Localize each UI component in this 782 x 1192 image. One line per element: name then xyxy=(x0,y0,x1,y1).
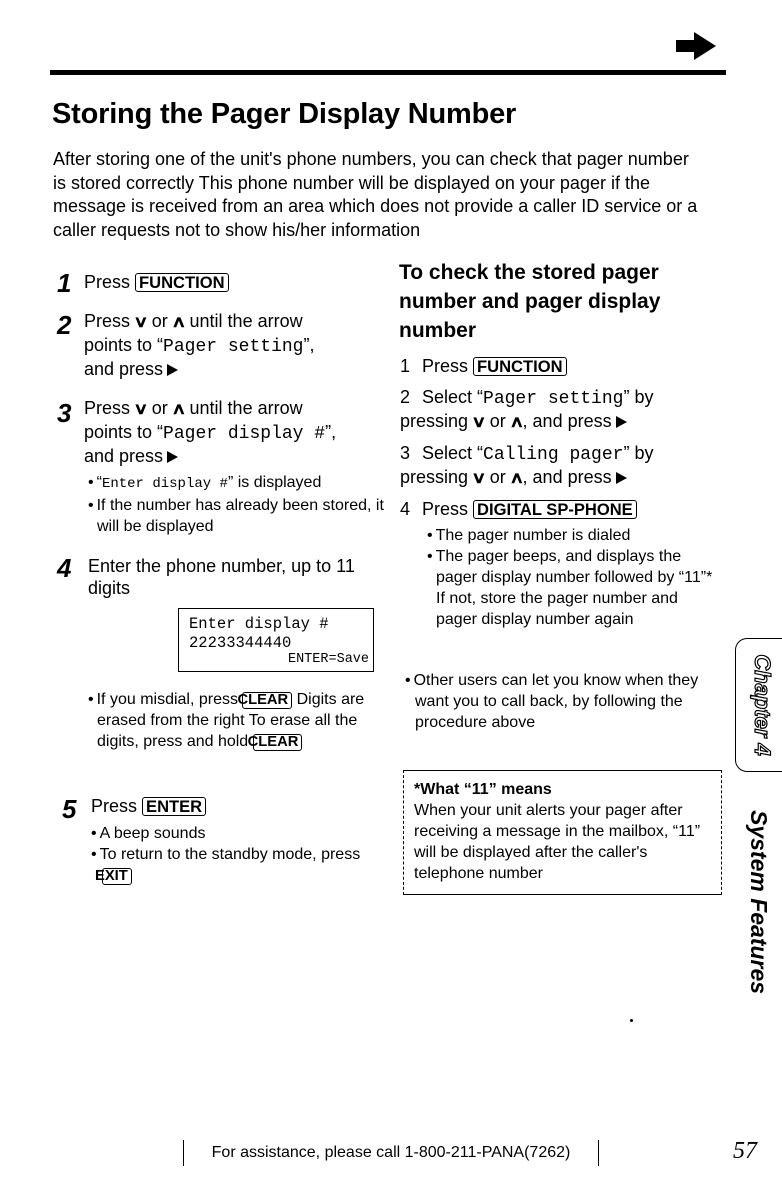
step-1-number: 1 xyxy=(57,268,72,298)
digital-sp-phone-key: DIGITAL SP-PHONE xyxy=(473,500,637,519)
step-5-note-1 xyxy=(91,823,371,844)
step-3-note-1-text: ” is displayed xyxy=(227,474,322,491)
right-step-2-number: 2 xyxy=(400,387,411,407)
dot-mark xyxy=(630,1019,633,1022)
step-2-number: 2 xyxy=(57,310,72,340)
step-4-note-b: Digits are erased from the right To erase all the digits, press and hold xyxy=(97,691,365,750)
right-heading: To check the stored pager number and pager display number xyxy=(399,261,661,342)
step-4-note xyxy=(88,689,388,752)
step-5-number: 5 xyxy=(62,794,77,824)
step-3-until: until the arrow xyxy=(189,398,303,418)
up-arrow-icon: ∧ xyxy=(171,401,187,418)
step-2-end: ”, xyxy=(303,335,315,355)
down-arrow-icon: ∨ xyxy=(133,314,149,331)
other-users-note xyxy=(405,670,705,733)
enter-key: ENTER xyxy=(142,797,206,816)
step-3-and-press: and press xyxy=(84,446,164,466)
step-5-notes xyxy=(91,823,371,886)
step-3-note-1: • “Enter display #” is displayed xyxy=(88,472,388,495)
right-step-3-number: 3 xyxy=(400,443,411,463)
intro-paragraph: After storing one of the unit's phone numbers, you can check that pager number is stored correctly This phone number will be displayed on your pager if the message is received from an area which does not provide a caller ID service or a caller requests not to show his/her information xyxy=(53,149,698,240)
right-step-1-number: 1 xyxy=(400,356,411,376)
right-step-3-post: ” by pressing xyxy=(400,443,654,487)
right-step-4-number: 4 xyxy=(400,499,411,519)
step-2-text xyxy=(84,310,384,380)
right-step-3 xyxy=(400,442,720,490)
right-step-2-and-press: , and press xyxy=(522,411,612,431)
step-1-press: Press xyxy=(84,272,131,292)
step-3-note-2 xyxy=(88,495,388,537)
right-step-4-note-2-text: The pager beeps, and displays the pager display number followed by “11”* If not, store the pager number and pager display number again xyxy=(435,548,713,628)
function-key-2: FUNCTION xyxy=(473,357,566,376)
right-step-4-press: Press xyxy=(422,499,469,519)
step-5-press: Press xyxy=(91,796,138,816)
right-step-3-code: Calling pager xyxy=(483,445,624,465)
clear-key: CLEAR xyxy=(242,692,292,709)
step-4-number: 4 xyxy=(57,553,72,583)
box-text: When your unit alerts your pager after receiving a message in the mailbox, “11” will be displayed after the caller's telephone number xyxy=(414,802,701,882)
right-triangle-icon xyxy=(167,451,178,463)
right-step-2-post: ” by pressing xyxy=(400,387,654,431)
step-3-note-2-text: If the number has already been stored, it will be displayed xyxy=(96,497,384,535)
function-key: FUNCTION xyxy=(135,273,228,292)
right-triangle-icon xyxy=(616,416,627,428)
down-arrow-icon: ∨ xyxy=(471,470,487,487)
up-arrow-icon: ∧ xyxy=(509,414,525,431)
step-3-end: ”, xyxy=(325,422,337,442)
section-label: System Features xyxy=(746,810,772,995)
clear-key-2: CLEAR xyxy=(253,734,303,751)
right-step-2-code: Pager setting xyxy=(483,389,624,409)
step-4-text: Enter the phone number, up to 11 digits xyxy=(88,556,355,598)
step-5-note-1-text: A beep sounds xyxy=(99,825,206,842)
right-step-4-note-1-text: The pager number is dialed xyxy=(435,527,631,544)
step-1-text xyxy=(84,271,229,293)
exit-key: EXIT xyxy=(102,868,132,885)
step-3-number: 3 xyxy=(57,398,72,428)
assistance-box: For assistance, please call 1-800-211-PANA(7262) xyxy=(183,1140,599,1166)
step-2-points-to: points to “ xyxy=(84,335,164,355)
chapter-label: Chapter 4 xyxy=(750,654,775,756)
step-2-or: or xyxy=(151,311,168,331)
step-3-points-to: points to “ xyxy=(84,422,164,442)
up-arrow-icon: ∧ xyxy=(509,470,525,487)
down-arrow-icon: ∨ xyxy=(471,414,487,431)
step-4-note-a: If you misdial, press xyxy=(96,691,238,708)
step-5-note-2-text: To return to the standby mode, press xyxy=(99,846,361,863)
right-step-4-note-2 xyxy=(427,546,717,630)
step-2-press: Press xyxy=(84,311,131,331)
step-3-note-code: Enter display # xyxy=(101,476,228,492)
right-arrow-icon xyxy=(676,32,716,60)
lcd-line-2: 22233344440 xyxy=(189,633,292,652)
right-step-1-press: Press xyxy=(422,356,469,376)
lcd-line-1: Enter display # xyxy=(189,615,329,633)
right-step-4-notes xyxy=(427,525,717,630)
down-arrow-icon: ∨ xyxy=(133,401,149,418)
right-step-3-and-press: , and press xyxy=(522,467,612,487)
header-rule xyxy=(50,70,726,75)
right-step-2 xyxy=(400,386,720,434)
page-number: 57 xyxy=(733,1138,757,1164)
right-triangle-icon xyxy=(616,472,627,484)
lcd-line-3: ENTER=Save xyxy=(287,652,369,667)
right-step-3-or: or xyxy=(489,467,506,487)
what-11-means-box xyxy=(403,770,722,895)
step-3-text xyxy=(84,397,384,467)
step-3-or: or xyxy=(151,398,168,418)
step-3-notes xyxy=(88,472,388,537)
step-2-until: until the arrow xyxy=(189,311,303,331)
step-3-code: Pager display # xyxy=(163,424,326,444)
right-step-1 xyxy=(400,355,567,377)
right-triangle-icon xyxy=(167,364,178,376)
right-step-4 xyxy=(400,498,637,520)
box-title: *What “11” means xyxy=(414,781,552,798)
right-step-3-select: Select “ xyxy=(422,443,484,463)
step-2-and-press: and press xyxy=(84,359,164,379)
other-users-note-text: Other users can let you know when they want you to call back, by following the procedure above xyxy=(413,672,699,731)
step-5-text xyxy=(91,795,206,817)
right-step-4-note-1 xyxy=(427,525,717,546)
up-arrow-icon: ∧ xyxy=(171,314,187,331)
step-2-code: Pager setting xyxy=(163,337,304,357)
step-5-note-2 xyxy=(91,844,371,886)
right-step-2-select: Select “ xyxy=(422,387,484,407)
lcd-display xyxy=(178,608,374,672)
right-step-2-or: or xyxy=(489,411,506,431)
step-3-press: Press xyxy=(84,398,131,418)
page-title: Storing the Pager Display Number xyxy=(52,98,517,130)
